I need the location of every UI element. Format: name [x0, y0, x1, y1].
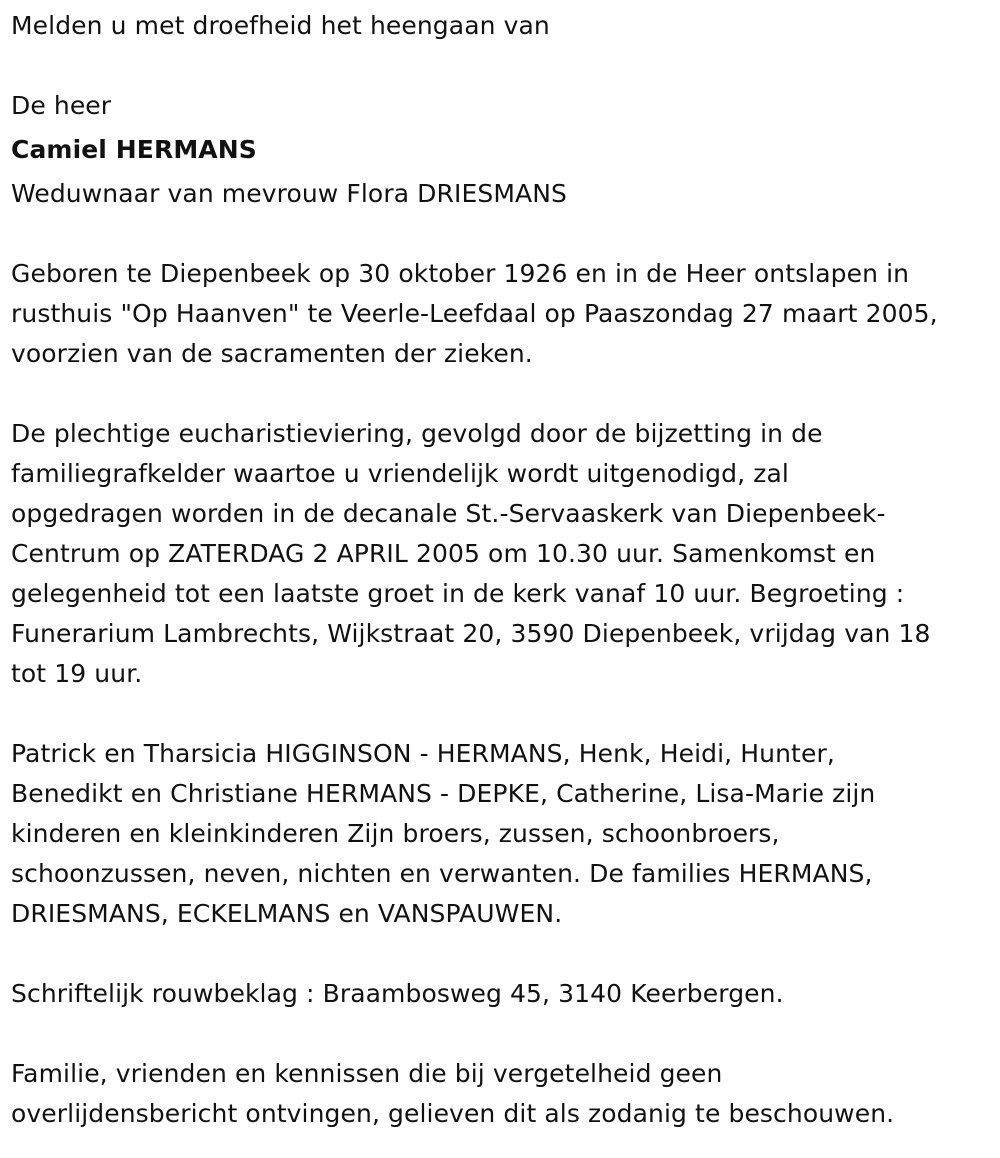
paragraph-line: tot 19 uur. — [11, 659, 143, 688]
closing-paragraph — [11, 1054, 991, 1134]
deceased-name: Camiel HERMANS — [11, 135, 257, 164]
paragraph-line: Familie, vrienden en kennissen die bij vergetelheid geen — [11, 1059, 723, 1088]
condolence-address: Schriftelijk rouwbeklag : Braambosweg 45, 3140 Keerbergen. — [11, 979, 784, 1008]
paragraph-line: Patrick en Tharsicia HIGGINSON - HERMANS, Henk, Heidi, Hunter, — [11, 739, 835, 768]
paragraph-line: Centrum op ZATERDAG 2 APRIL 2005 om 10.30 uur. Samenkomst en — [11, 539, 876, 568]
spouse-line: Weduwnaar van mevrouw Flora DRIESMANS — [11, 179, 567, 208]
paragraph-line: familiegrafkelder waartoe u vriendelijk wordt uitgenodigd, zal — [11, 459, 789, 488]
honorific-title: De heer — [11, 91, 112, 120]
intro-line: Melden u met droefheid het heengaan van — [11, 11, 550, 40]
paragraph-line: Geboren te Diepenbeek op 30 oktober 1926 en in de Heer ontslapen in — [11, 259, 910, 288]
paragraph-line: Funerarium Lambrechts, Wijkstraat 20, 3590 Diepenbeek, vrijdag van 18 — [11, 619, 931, 648]
paragraph-line: DRIESMANS, ECKELMANS en VANSPAUWEN. — [11, 899, 563, 928]
obituary-notice — [11, 6, 991, 1134]
paragraph-line: overlijdensbericht ontvingen, gelieven dit als zodanig te beschouwen. — [11, 1099, 895, 1128]
paragraph-line: opgedragen worden in de decanale St.-Servaaskerk van Diepenbeek- — [11, 499, 886, 528]
paragraph-line: gelegenheid tot een laatste groet in de kerk vanaf 10 uur. Begroeting : — [11, 579, 905, 608]
paragraph-line: rusthuis "Op Haanven" te Veerle-Leefdaal op Paaszondag 27 maart 2005, — [11, 299, 938, 328]
paragraph-line: voorzien van de sacramenten der zieken. — [11, 339, 533, 368]
ceremony-paragraph — [11, 414, 991, 694]
condolence-paragraph — [11, 974, 991, 1014]
paragraph-line: kinderen en kleinkinderen Zijn broers, zussen, schoonbroers, — [11, 819, 780, 848]
paragraph-line: schoonzussen, neven, nichten en verwanten. De families HERMANS, — [11, 859, 873, 888]
paragraph-line: De plechtige eucharistieviering, gevolgd door de bijzetting in de — [11, 419, 823, 448]
birth-paragraph — [11, 254, 991, 374]
paragraph-line: Benedikt en Christiane HERMANS - DEPKE, Catherine, Lisa-Marie zijn — [11, 779, 876, 808]
family-paragraph — [11, 734, 991, 934]
